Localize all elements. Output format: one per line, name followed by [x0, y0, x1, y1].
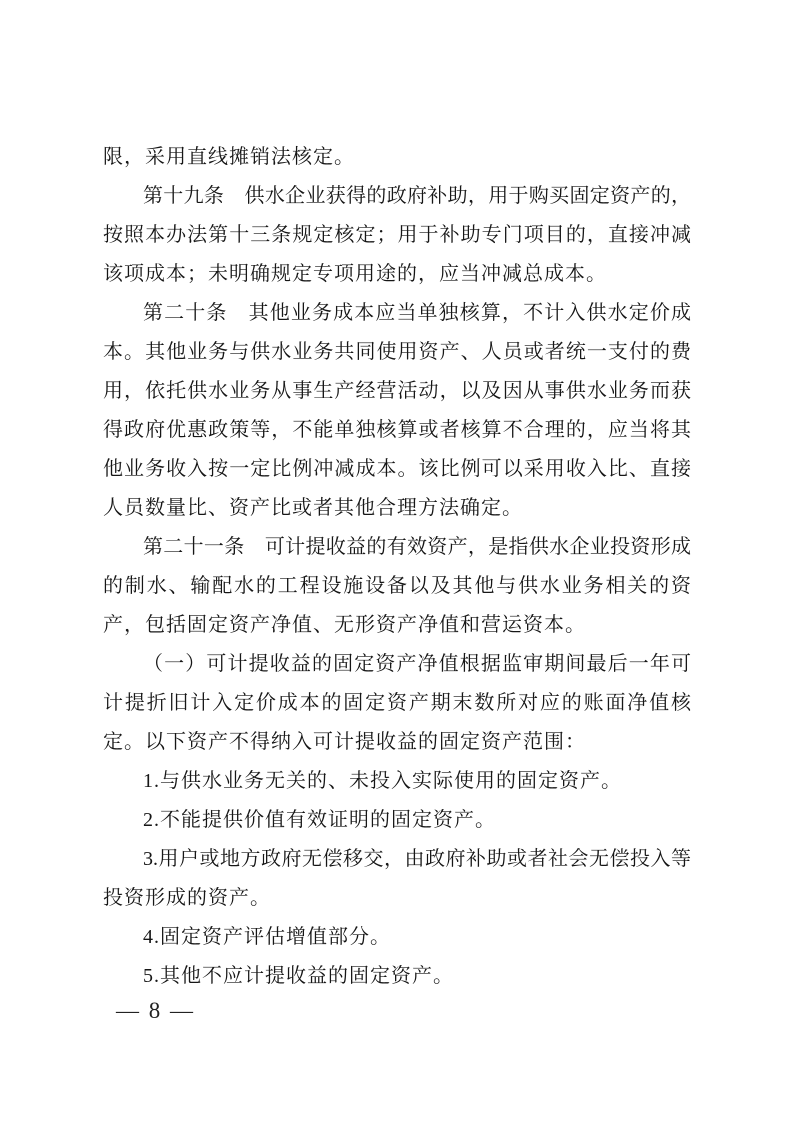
text-line: 用，依托供水业务从事生产经营活动，以及因从事供水业务而获	[103, 380, 691, 402]
text-line: 4.固定资产评估增值部分。	[143, 926, 391, 948]
text-line: 第二十条 其他业务成本应当单独核算，不计入供水定价成	[143, 302, 691, 324]
text-line: 2.不能提供价值有效证明的固定资产。	[143, 809, 496, 831]
text-line: 该项成本；未明确规定专项用途的，应当冲减总成本。	[103, 263, 607, 285]
paragraph	[103, 294, 691, 528]
text-line: 他业务收入按一定比例冲减成本。该比例可以采用收入比、直接	[103, 458, 691, 480]
text-line: 按照本办法第十三条规定核定；用于补助专门项目的，直接冲减	[103, 224, 691, 246]
document-body	[103, 138, 691, 996]
text-line: 限，采用直线摊销法核定。	[103, 146, 355, 168]
paragraph	[103, 177, 691, 294]
text-line: 投资形成的资产。	[103, 887, 271, 909]
text-line: 定。以下资产不得纳入可计提收益的固定资产范围：	[103, 731, 586, 753]
text-line: 计提折旧计入定价成本的固定资产期末数所对应的账面净值核	[103, 692, 691, 714]
text-line: 1.与供水业务无关的、未投入实际使用的固定资产。	[143, 770, 622, 792]
text-line: 第十九条 供水企业获得的政府补助，用于购买固定资产的，	[143, 185, 691, 207]
paragraph	[103, 801, 691, 840]
paragraph	[103, 918, 691, 957]
text-line: 的制水、输配水的工程设施设备以及其他与供水业务相关的资	[103, 575, 691, 597]
text-line: 得政府优惠政策等，不能单独核算或者核算不合理的，应当将其	[103, 419, 691, 441]
paragraph	[103, 840, 691, 918]
text-line: 产，包括固定资产净值、无形资产净值和营运资本。	[103, 614, 586, 636]
text-line: 本。其他业务与供水业务共同使用资产、人员或者统一支付的费	[103, 341, 691, 363]
text-line: 3.用户或地方政府无偿移交，由政府补助或者社会无偿投入等	[143, 848, 691, 870]
paragraph	[103, 528, 691, 645]
paragraph	[103, 957, 691, 996]
paragraph	[103, 762, 691, 801]
paragraph	[103, 645, 691, 762]
text-line: （一）可计提收益的固定资产净值根据监审期间最后一年可	[143, 653, 691, 675]
text-line: 5.其他不应计提收益的固定资产。	[143, 965, 454, 987]
text-line: 第二十一条 可计提收益的有效资产，是指供水企业投资形成	[143, 536, 691, 558]
page-number: — 8 —	[116, 998, 195, 1023]
text-line: 人员数量比、资产比或者其他合理方法确定。	[103, 497, 523, 519]
paragraph	[103, 138, 691, 177]
